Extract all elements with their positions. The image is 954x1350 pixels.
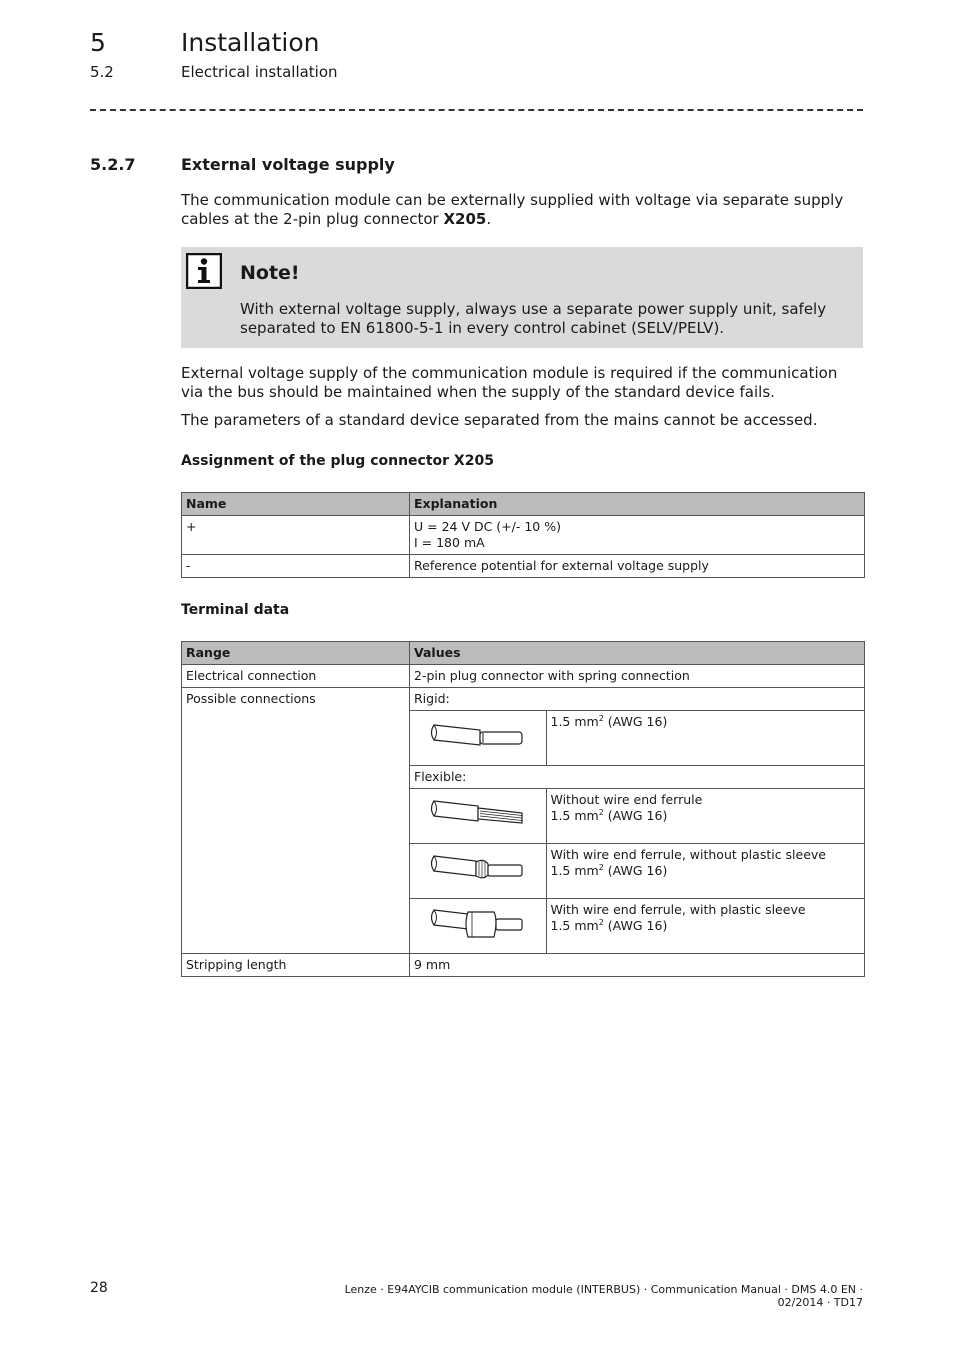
option-title: With wire end ferrule, with plastic sleeve [550,902,806,917]
chapter-title: Installation [181,28,320,57]
terminal-table [181,641,865,977]
table-row [182,688,865,954]
ferrule-with-sleeve-icon [410,899,546,954]
table-header-row [182,493,865,516]
pin-explanation: Reference potential for external voltage supply [410,555,865,578]
intro-end: . [486,210,492,228]
flexible-label: Flexible: [410,766,864,789]
column-header: Explanation [410,493,865,516]
pin-name: - [182,555,410,578]
table-row [182,555,865,578]
flexible-wire-no-ferrule-icon [410,789,546,844]
info-icon [186,253,222,289]
note-text: With external voltage supply, always use a separate power supply unit, safely separated to EN 61800-5-1 in every control cabinet (SELV/PELV). [240,300,827,337]
rigid-wire-icon [410,711,546,766]
ferrule-no-sleeve-icon [410,844,546,899]
option-title: With wire end ferrule, without plastic sleeve [550,847,827,862]
intro-paragraph [181,191,863,229]
section-number: 5.2 [90,63,114,81]
connections-subtable [410,688,864,953]
footer-text: Lenze · E94AYCIB communication module (INTERBUS) · Communication Manual · DMS 4.0 EN · 02/2014 · TD17 [344,1283,863,1309]
option-title: Without wire end ferrule [550,792,703,807]
subsection-title: External voltage supply [181,155,395,174]
flexible-option [546,844,864,899]
assignment-heading: Assignment of the plug connector X205 [181,453,494,469]
range-label: Stripping length [182,954,410,977]
column-header: Values [410,642,865,665]
column-header: Name [182,493,410,516]
page-number: 28 [90,1280,108,1296]
option-cross-section: 1.5 $mm^2$ (AWG 16) [550,862,668,878]
subsection-number: 5.2.7 [90,155,136,174]
intro-text: The communication module can be externally supplied with voltage via separate supply cables at the 2-pin plug connector [181,191,844,228]
section-title: Electrical installation [181,63,338,81]
column-header: Range [182,642,410,665]
header-divider [90,109,863,111]
flexible-option [546,789,864,844]
chapter-number: 5 [90,28,106,57]
option-cross-section: 1.5 $mm^2$ (AWG 16) [550,807,668,823]
option-cross-section: 1.5 $mm^2$ (AWG 16) [550,917,668,933]
paragraph-parameters: The parameters of a standard device separated from the mains cannot be accessed. [181,411,818,429]
current-value: I = 180 mA [414,535,485,550]
paragraph-supply: External voltage supply of the communication module is required if the communication via the bus should be maintained when the supply of the standard device fails. [181,364,838,401]
voltage-value: U = 24 V DC (+/- 10 %) [414,519,561,534]
range-value: 9 mm [410,954,865,977]
range-label: Electrical connection [182,665,410,688]
table-header-row [182,642,865,665]
table-row [182,954,865,977]
table-row [182,516,865,555]
range-value: 2-pin plug connector with spring connection [410,665,865,688]
table-row [182,665,865,688]
rigid-label: Rigid: [410,688,864,711]
rigid-cross-section: 1.5 $mm^2$ (AWG 16) [546,711,864,766]
flexible-option [546,899,864,954]
pin-name: + [182,516,410,555]
terminal-heading: Terminal data [181,602,290,618]
range-label: Possible connections [182,688,410,954]
assignment-table [181,492,865,578]
pin-explanation [410,516,865,555]
connections-cell [410,688,865,954]
note-title: Note! [240,262,300,284]
connector-name: X205 [443,210,487,228]
